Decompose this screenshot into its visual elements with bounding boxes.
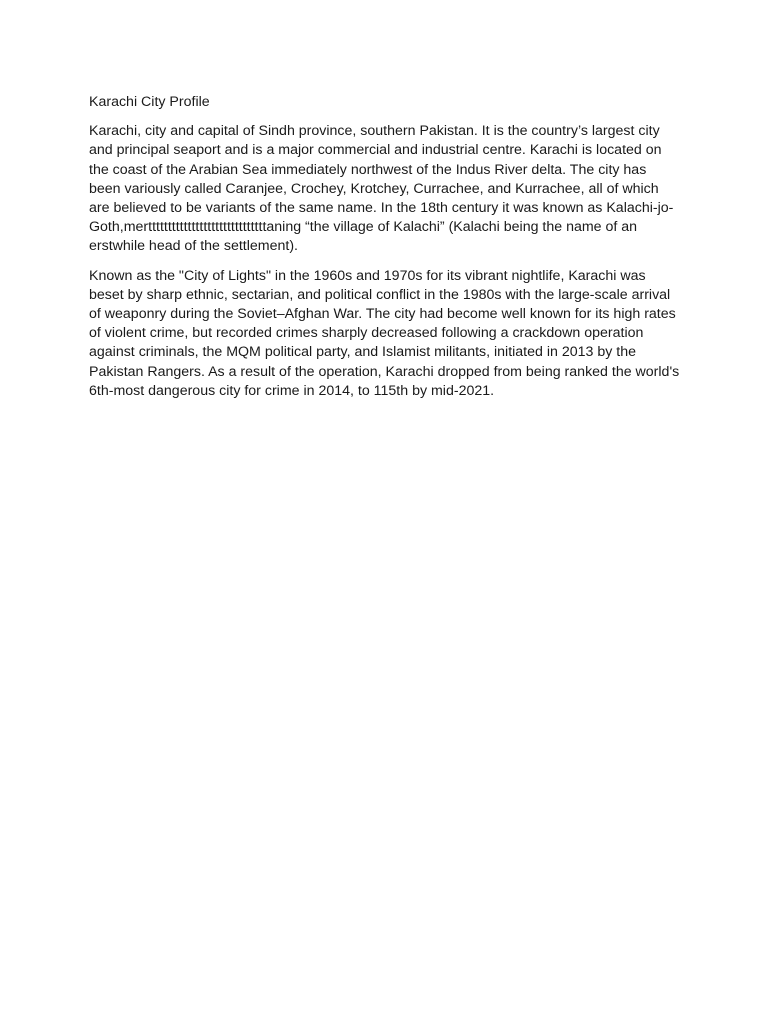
paragraph-history: Karachi, city and capital of Sindh province, southern Pakistan. It is the country’s largest city and principal seaport and is a major commercial and industrial centre. Karachi is located on the coast of the Arabian Sea immediately northwest of the Indus River delta. The city has been variously called Caranjee, Crochey, Krotchey, Currachee, and Kurrachee, all of which are believed to be variants of the same name. In the 18th century it was known as Kalachi-jo-Goth,merttttttttttttttttttttttttttttttaning “the village of Kalachi” (Kalachi being the name of an erstwhile head of the settlement). <box>89 123 674 255</box>
document-title: Karachi City Profile <box>89 94 210 110</box>
paragraph-modern: Known as the "City of Lights" in the 1960s and 1970s for its vibrant nightlife, Karachi was beset by sharp ethnic, sectarian, and political conflict in the 1980s with the large-scale arrival of weaponry during the Soviet–Afghan War. The city had become well known for its high rates of violent crime, but recorded crimes sharply decreased following a crackdown operation against criminals, the MQM political party, and Islamist militants, initiated in 2013 by the Pakistan Rangers. As a result of the operation, Karachi dropped from being ranked the world's 6th-most dangerous city for crime in 2014, to 115th by mid-2021. <box>89 267 680 399</box>
